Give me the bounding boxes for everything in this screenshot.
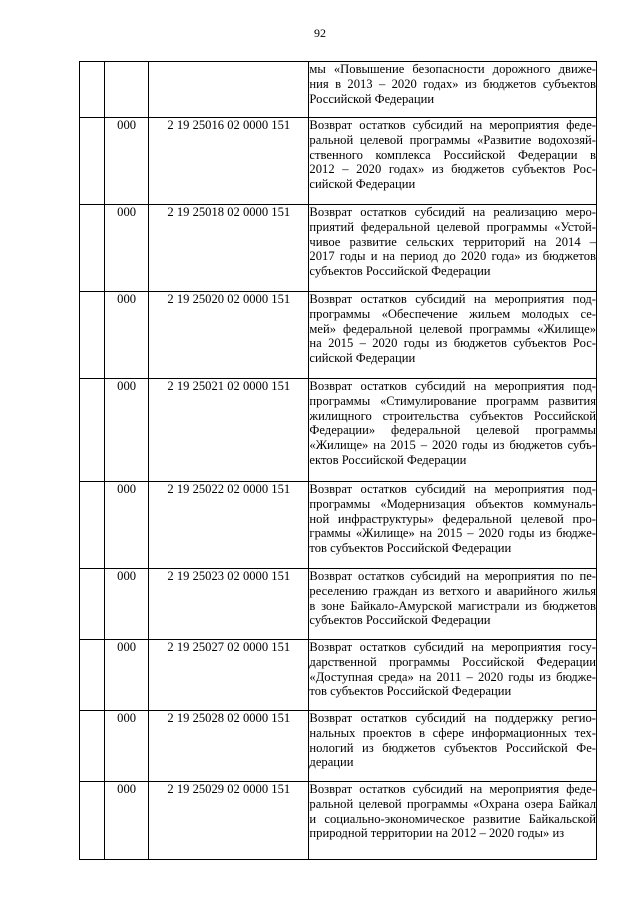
description-line: природной территории на 2012 – 2020 годы» из xyxy=(309,826,565,841)
table-row xyxy=(80,118,597,205)
admin-code-cell: 000 xyxy=(105,782,149,860)
description-cell xyxy=(309,711,597,782)
description-line: Возврат остатков субсидий на реализацию меро- xyxy=(309,205,596,219)
description-line: тов субъектов Российской Федерации xyxy=(309,541,512,556)
description-cell xyxy=(309,118,597,205)
description-line: ния в 2013 – 2020 годах» из бюджетов субъектов xyxy=(309,76,596,91)
description-line: нологий из бюджетов субъектов Российской Фе- xyxy=(309,740,596,755)
description-line: Возврат остатков субсидий на мероприятия госу- xyxy=(309,640,596,654)
table-row xyxy=(80,711,597,782)
description-line: Возврат остатков субсидий на мероприятия феде- xyxy=(309,782,596,796)
admin-code-cell: 000 xyxy=(105,118,149,205)
description-line: Возврат остатков субсидий на мероприятия по пе- xyxy=(309,569,596,583)
admin-code-cell: 000 xyxy=(105,482,149,569)
description-cell xyxy=(309,292,597,379)
description-line: программы «Модернизация объектов коммуналь- xyxy=(309,496,596,511)
table-row xyxy=(80,292,597,379)
description-line: Российской Федерации xyxy=(309,91,435,106)
description-line: дарственной программы Российской Федерации xyxy=(309,654,596,669)
table-row xyxy=(80,62,597,118)
admin-code-cell: 000 xyxy=(105,292,149,379)
budget-code-cell: 2 19 25022 02 0000 151 xyxy=(149,482,309,569)
empty-cell xyxy=(80,640,105,711)
description-cell xyxy=(309,205,597,292)
description-line: в зоне Байкало-Амурской магистрали из бюджетов xyxy=(309,598,596,613)
empty-cell xyxy=(80,711,105,782)
description-line: «Жилище» на 2015 – 2020 годы из бюджетов субъ- xyxy=(309,438,596,453)
description-line: 2017 годы и на период до 2020 года» из бюджетов xyxy=(309,249,596,264)
table-row xyxy=(80,569,597,640)
description-line: ектов Российской Федерации xyxy=(309,452,467,467)
budget-code-cell: 2 19 25023 02 0000 151 xyxy=(149,569,309,640)
admin-code-cell: 000 xyxy=(105,205,149,292)
budget-code-cell: 2 19 25020 02 0000 151 xyxy=(149,292,309,379)
description-line: ральной целевой программы «Развитие водохозяй- xyxy=(309,132,596,147)
description-line: жилищного строительства субъектов Российской xyxy=(309,408,596,423)
description-cell xyxy=(309,569,597,640)
description-line: ственного комплекса Российской Федерации в xyxy=(309,147,596,162)
page-number: 92 xyxy=(314,26,326,40)
description-line: сийской Федерации xyxy=(309,177,416,192)
description-line: тов субъектов Российской Федерации xyxy=(309,684,512,699)
empty-cell xyxy=(80,292,105,379)
table-row xyxy=(80,205,597,292)
budget-code-cell xyxy=(149,62,309,118)
admin-code-cell: 000 xyxy=(105,711,149,782)
empty-cell xyxy=(80,118,105,205)
admin-code-cell xyxy=(105,62,149,118)
description-line: программы «Обеспечение жильем молодых се- xyxy=(309,306,596,321)
description-line: Возврат остатков субсидий на мероприятия под- xyxy=(309,292,596,306)
description-line: Возврат остатков субсидий на мероприятия под- xyxy=(309,379,596,393)
description-cell xyxy=(309,640,597,711)
description-line: ной инфраструктуры» федеральной целевой про- xyxy=(309,511,596,526)
description-line: субъектов Российской Федерации xyxy=(309,613,491,628)
table-row xyxy=(80,640,597,711)
description-line: Возврат остатков субсидий на поддержку регио- xyxy=(309,711,596,725)
empty-cell xyxy=(80,569,105,640)
description-line: на 2015 – 2020 годы из бюджетов субъектов Рос- xyxy=(309,336,596,351)
table-row xyxy=(80,782,597,860)
description-cell xyxy=(309,782,597,860)
budget-code-cell: 2 19 25028 02 0000 151 xyxy=(149,711,309,782)
empty-cell xyxy=(80,62,105,118)
empty-cell xyxy=(80,482,105,569)
description-line: нальных проектов в сфере информационных тех- xyxy=(309,725,596,740)
budget-code-cell: 2 19 25029 02 0000 151 xyxy=(149,782,309,860)
description-line: «Доступная среда» на 2011 – 2020 годы из бюдже- xyxy=(309,669,596,684)
admin-code-cell: 000 xyxy=(105,569,149,640)
description-line: Возврат остатков субсидий на мероприятия феде- xyxy=(309,118,596,132)
description-line: чивое развитие сельских территорий на 2014 – xyxy=(309,234,596,249)
table-row xyxy=(80,482,597,569)
description-line: и социально-экономическое развитие Байкальской xyxy=(309,811,596,826)
description-line: реселению граждан из ветхого и аварийного жилья xyxy=(309,583,596,598)
empty-cell xyxy=(80,205,105,292)
description-line: субъектов Российской Федерации xyxy=(309,264,491,279)
admin-code-cell: 000 xyxy=(105,640,149,711)
empty-cell xyxy=(80,379,105,482)
table-body xyxy=(80,62,597,860)
table-row xyxy=(80,379,597,482)
budget-code-cell: 2 19 25016 02 0000 151 xyxy=(149,118,309,205)
description-line: 2012 – 2020 годах» из бюджетов субъектов Рос- xyxy=(309,162,596,177)
budget-code-cell: 2 19 25021 02 0000 151 xyxy=(149,379,309,482)
description-line: сийской Федерации xyxy=(309,351,416,366)
description-cell xyxy=(309,62,597,118)
description-cell xyxy=(309,379,597,482)
description-line: приятий федеральной целевой программы «Устой- xyxy=(309,219,596,234)
description-cell xyxy=(309,482,597,569)
description-line: дерации xyxy=(309,755,354,770)
description-line: граммы «Жилище» на 2015 – 2020 годы из бюдже- xyxy=(309,526,596,541)
description-line: мы «Повышение безопасности дорожного движе- xyxy=(309,62,596,76)
description-line: мей» федеральной целевой программы «Жилище» xyxy=(309,321,596,336)
budget-classification-table xyxy=(79,61,597,860)
budget-code-cell: 2 19 25018 02 0000 151 xyxy=(149,205,309,292)
description-line: программы «Стимулирование программ развития xyxy=(309,393,596,408)
budget-code-cell: 2 19 25027 02 0000 151 xyxy=(149,640,309,711)
empty-cell xyxy=(80,782,105,860)
description-line: ральной целевой программы «Охрана озера Байкал xyxy=(309,796,596,811)
admin-code-cell: 000 xyxy=(105,379,149,482)
description-line: Федерации» федеральной целевой программы xyxy=(309,423,596,438)
description-line: Возврат остатков субсидий на мероприятия под- xyxy=(309,482,596,496)
